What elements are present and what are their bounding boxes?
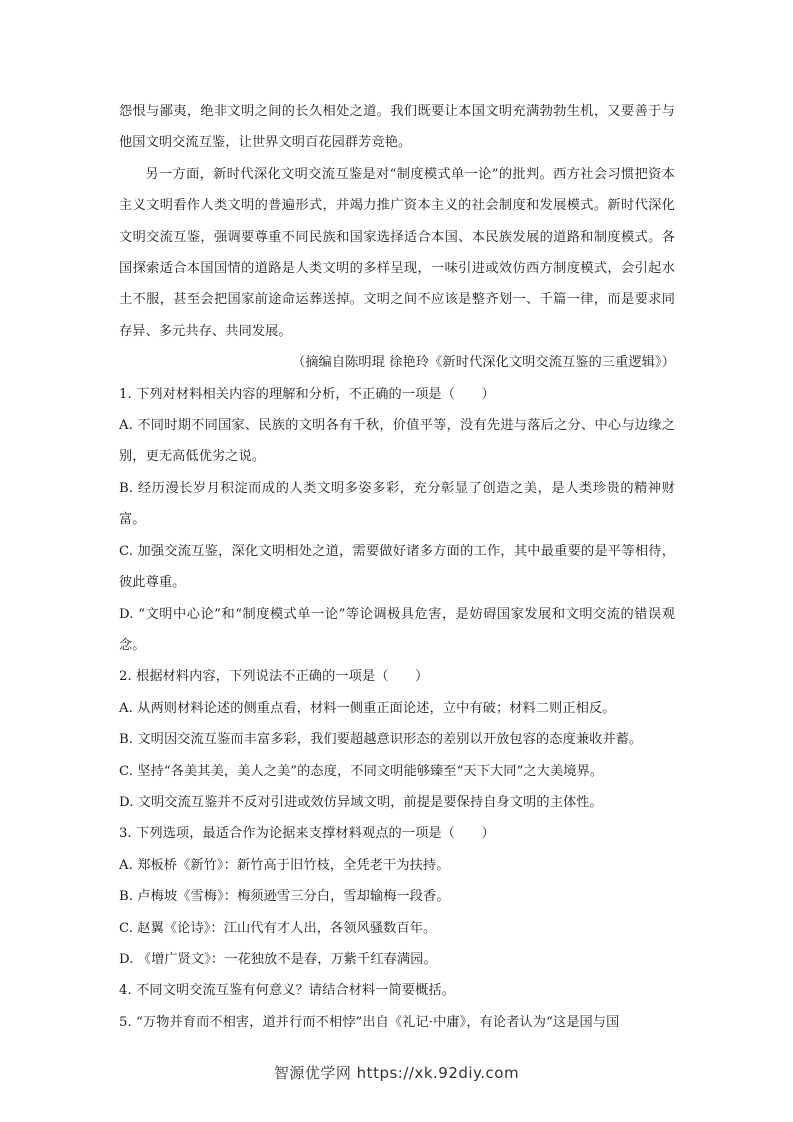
question-3 [119, 818, 675, 975]
option-d: D. 文明交流互鉴并不反对引进或效仿异域文明，前提是要保持自身文明的主体性。 [119, 794, 603, 810]
option-c: C. 赵翼《论诗》：江山代有才人出，各领风骚数百年。 [119, 920, 437, 936]
option-a: A. 从两则材料论述的侧重点看，材料一侧重正面论述，立中有破；材料二则正相反。 [119, 700, 616, 716]
option-d: D. 《增广贤文》：一花独放不是春，万紫千红春满园。 [119, 951, 437, 967]
option-b: B. 经历漫长岁月积淀而成的人类文明多姿多彩，充分彰显了创造之美，是人类珍贵的精神财富。 [119, 480, 675, 528]
question-stem: 4. 不同文明交流互鉴有何意义？请结合材料一简要概括。 [119, 983, 455, 999]
paragraph-1: 怨恨与鄙夷，绝非文明之间的长久相处之道。我们既要让本国文明充满勃勃生机，又要善于与他国文明交流互鉴，让世界文明百花园群芳竞艳。 [119, 104, 675, 151]
option-d: D. “文明中心论”和“制度模式单一论”等论调极具危害，是妨碍国家发展和文明交流的错误观念。 [119, 606, 675, 653]
option-b: B. 文明因交流互鉴而丰富多彩，我们要超越意识形态的差别以开放包容的态度兼收并蓄。 [119, 732, 643, 748]
option-b: B. 卢梅坡《雪梅》：梅须逊雪三分白，雪却输梅一段香。 [119, 889, 450, 905]
footer-watermark: 智源优学网 https://xk.92diy.com [273, 1064, 520, 1082]
question-stem: 5. “万物并育而不相害，道并行而不相悖”出自《礼记·中庸》，有论者认为“这是国与国 [119, 1014, 620, 1030]
question-4 [119, 975, 675, 1006]
option-c: C. 坚持“各美其美，美人之美”的态度，不同文明能够臻至“天下大同”之大美境界。 [119, 763, 604, 779]
question-1 [119, 379, 675, 662]
question-stem: 1. 下列对材料相关内容的理解和分析，不正确的一项是（ ） [119, 386, 495, 402]
paragraph-2: 另一方面，新时代深化文明交流互鉴是对“制度模式单一论”的批判。西方社会习惯把资本主义文明看作人类文明的普遍形式，并竭力推广资本主义的社会制度和发展模式。新时代深化文明交流互鉴，强调要尊重不同民族和国家选择适合本国、本民族发展的道路和制度模式。各国探索适合本国国情的道路是人类文明的多样呈现，一味引进或效仿西方制度模式，会引起水土不服，甚至会把国家前途命运葬送掉。文明之间不应该是整齐划一、千篇一律，而是要求同存异、多元共存、共同发展。 [119, 166, 675, 339]
question-stem: 3. 下列选项，最适合作为论据来支撑材料观点的一项是（ ） [119, 826, 495, 842]
question-5 [119, 1007, 675, 1038]
source-citation: （摘编自陈明琨 徐艳玲《新时代深化文明交流互鉴的三重逻辑》） [291, 355, 675, 371]
question-2 [119, 661, 675, 818]
option-a: A. 不同时期不同国家、民族的文明各有千秋，价值平等，没有先进与落后之分、中心与边缘之别，更无高低优劣之说。 [119, 418, 675, 465]
document-body [119, 96, 675, 1038]
option-c: C. 加强交流互鉴，深化文明相处之道，需要做好诸多方面的工作，其中最重要的是平等相待，彼此尊重。 [119, 543, 675, 591]
question-stem: 2. 根据材料内容，下列说法不正确的一项是（ ） [119, 669, 429, 685]
option-a: A. 郑板桥《新竹》：新竹高于旧竹枝，全凭老干为扶持。 [119, 857, 450, 873]
